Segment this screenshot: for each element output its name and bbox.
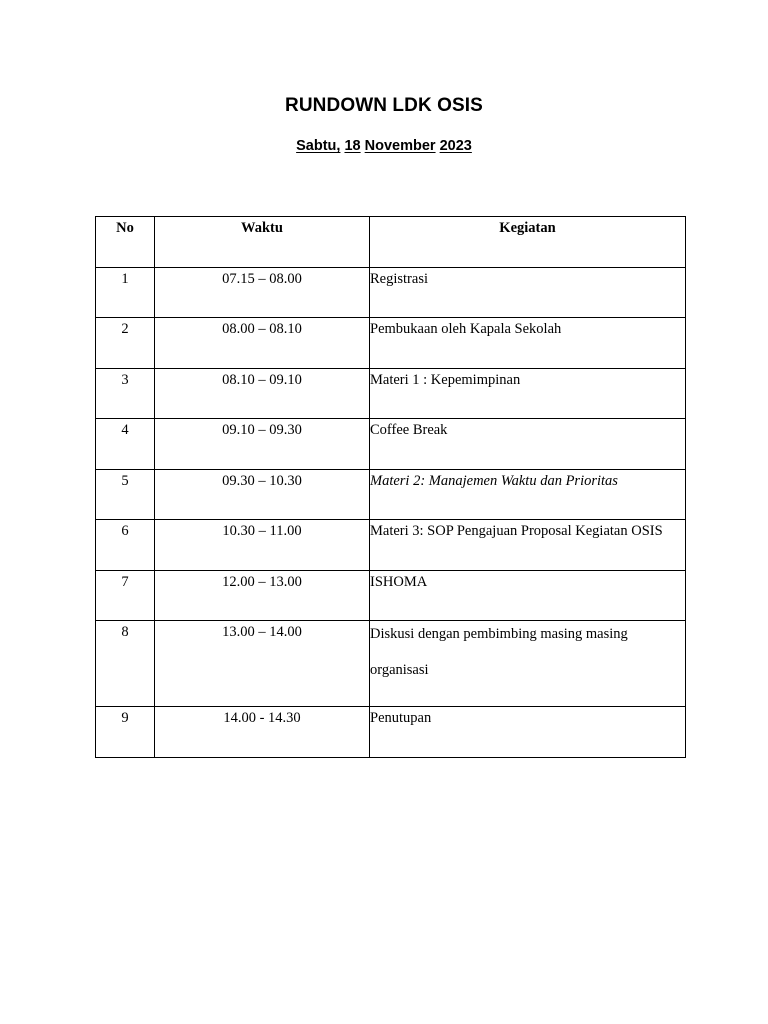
row-waktu: 10.30 – 11.00 bbox=[155, 520, 370, 571]
row-kegiatan-text bbox=[370, 616, 685, 688]
table-row bbox=[96, 318, 686, 369]
rundown-table bbox=[95, 216, 686, 758]
document-title: RUNDOWN LDK OSIS bbox=[285, 95, 483, 116]
row-waktu: 14.00 - 14.30 bbox=[155, 707, 370, 758]
row-kegiatan: Materi 2: Manajemen Waktu dan Prioritas bbox=[370, 469, 686, 520]
row-no: 5 bbox=[96, 469, 155, 520]
table-row bbox=[96, 469, 686, 520]
table-row bbox=[96, 419, 686, 470]
row-no: 7 bbox=[96, 570, 155, 621]
row-no: 4 bbox=[96, 419, 155, 470]
row-waktu: 08.10 – 09.10 bbox=[155, 368, 370, 419]
row-no: 8 bbox=[96, 621, 155, 707]
row-kegiatan-line: organisasi bbox=[370, 662, 429, 678]
row-kegiatan: Materi 3: SOP Pengajuan Proposal Kegiatan OSIS bbox=[370, 520, 686, 571]
row-kegiatan: Pembukaan oleh Kapala Sekolah bbox=[370, 318, 686, 369]
row-kegiatan bbox=[370, 621, 686, 707]
row-waktu: 09.10 – 09.30 bbox=[155, 419, 370, 470]
row-waktu: 13.00 – 14.00 bbox=[155, 621, 370, 707]
header-waktu: Waktu bbox=[155, 217, 370, 268]
row-kegiatan: Materi 1 : Kepemimpinan bbox=[370, 368, 686, 419]
row-no: 9 bbox=[96, 707, 155, 758]
row-no: 6 bbox=[96, 520, 155, 571]
row-kegiatan: Penutupan bbox=[370, 707, 686, 758]
row-kegiatan-line: Diskusi dengan pembimbing masing masing bbox=[370, 626, 628, 642]
table-row bbox=[96, 621, 686, 707]
table-row bbox=[96, 267, 686, 318]
row-waktu: 09.30 – 10.30 bbox=[155, 469, 370, 520]
event-date bbox=[0, 138, 768, 154]
date-year: 2023 bbox=[439, 138, 472, 154]
date-month: November bbox=[364, 138, 436, 154]
table-row bbox=[96, 707, 686, 758]
header-kegiatan: Kegiatan bbox=[370, 217, 686, 268]
row-no: 2 bbox=[96, 318, 155, 369]
row-kegiatan: Coffee Break bbox=[370, 419, 686, 470]
table-row bbox=[96, 368, 686, 419]
row-no: 3 bbox=[96, 368, 155, 419]
row-waktu: 07.15 – 08.00 bbox=[155, 267, 370, 318]
row-kegiatan: Registrasi bbox=[370, 267, 686, 318]
row-no: 1 bbox=[96, 267, 155, 318]
row-waktu: 12.00 – 13.00 bbox=[155, 570, 370, 621]
row-waktu: 08.00 – 08.10 bbox=[155, 318, 370, 369]
table-row bbox=[96, 520, 686, 571]
table-header-row bbox=[96, 217, 686, 268]
row-kegiatan: ISHOMA bbox=[370, 570, 686, 621]
table-row bbox=[96, 570, 686, 621]
date-number: 18 bbox=[344, 138, 361, 154]
date-day: Sabtu, bbox=[296, 138, 341, 154]
header-no: No bbox=[96, 217, 155, 268]
